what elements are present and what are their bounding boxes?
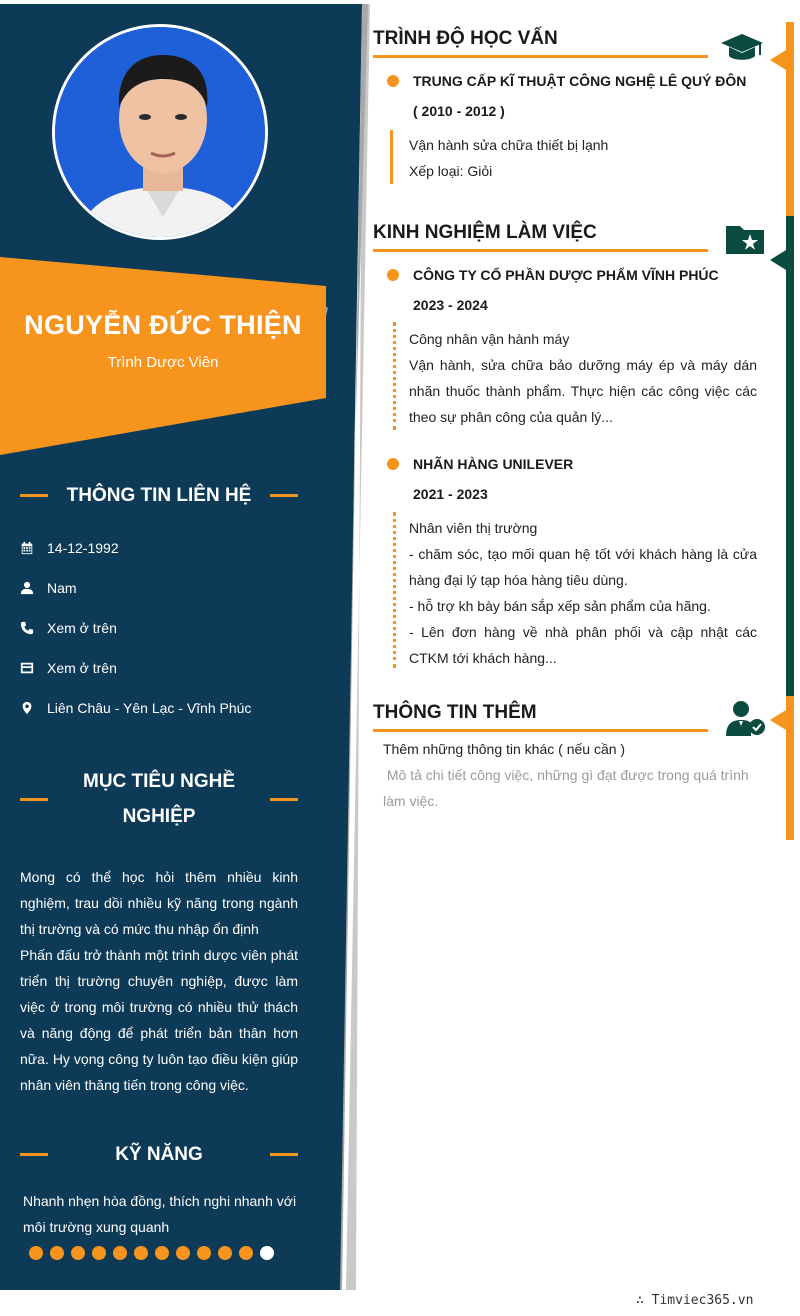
contact-email: Xem ở trên [20,648,320,688]
avatar [52,24,268,240]
skills-heading: KỸ NĂNG [20,1137,298,1172]
contact-heading: THÔNG TIN LIÊN HỆ [20,478,298,513]
contact-birthday: 14-12-1992 [20,528,320,568]
job-description: Nhân viên thị trường - chăm sóc, tạo mối quan hệ tốt với khách hàng là cửa hàng đại lý tạp hóa hàng tiêu dùng. - hỗ trợ kh bày bán sắp xếp sản phẩm của hãng. - Lên đơn hàng về nhà phân phối và cập nhật các CTKM tới khách hàng... [409,520,757,666]
heading-dash [270,798,298,801]
job-company: CÔNG TY CỔ PHẦN DƯỢC PHẨM VĨNH PHÚC [413,267,719,283]
job-description: Công nhân vận hành máy Vận hành, sửa chữa bảo dưỡng máy ép và máy dán nhãn thuốc thành phẩm. Thực hiện các công việc các theo sự phân công của quản lý... [409,331,757,425]
heading-dash [270,494,298,497]
phone-icon [20,621,47,635]
candidate-name: NGUYỄN ĐỨC THIỆN [24,310,302,340]
job-bullet [387,269,399,281]
contact-gender: Nam [20,568,320,608]
rating-dot [92,1246,106,1260]
rating-dot [155,1246,169,1260]
extra-heading: THÔNG TIN THÊM [373,702,708,732]
rating-dot [71,1246,85,1260]
job-period: 2023 - 2024 [413,297,488,313]
email-icon [20,661,47,675]
folder-star-icon [724,222,766,256]
contact-address: Liên Châu - Yên Lạc - Vĩnh Phúc [20,688,320,728]
experience-heading: KINH NGHIỆM LÀM VIỆC [373,222,708,252]
person-icon [20,581,47,595]
heading-dash [20,1153,48,1156]
skills-text: Nhanh nhẹn hòa đồng, thích nghi nhanh với môi trường xung quanh [23,1193,297,1235]
location-icon [20,701,47,715]
objective-heading: MỤC TIÊU NGHỀ NGHIỆP [20,764,298,834]
rating-dot [50,1246,64,1260]
extra-subtitle: Thêm những thông tin khác ( nếu cần ) [383,741,626,757]
job-timeline [393,512,396,668]
job-period: 2021 - 2023 [413,486,488,502]
candidate-title: Trình Dược Viên [107,354,219,371]
rating-dot [29,1246,43,1260]
rating-dot [176,1246,190,1260]
user-check-icon [724,700,766,738]
rating-dot [197,1246,211,1260]
rating-dot [134,1246,148,1260]
heading-dash [20,798,48,801]
heading-dash [270,1153,298,1156]
job-timeline [393,322,396,430]
contact-phone: Xem ở trên [20,608,320,648]
job-company: NHÃN HÀNG UNILEVER [413,456,574,472]
rating-dot [218,1246,232,1260]
job-bullet [387,458,399,470]
rating-dot [113,1246,127,1260]
education-school: TRUNG CẤP KĨ THUẬT CÔNG NGHỆ LÊ QUÝ ĐÔN [413,73,747,89]
education-period: ( 2010 - 2012 ) [413,103,505,119]
footer-brand: ∴ Timviec365.vn [636,1293,754,1308]
rating-dot [239,1246,253,1260]
rating-dot [260,1246,274,1260]
contact-list [20,528,320,728]
education-timeline [390,130,393,184]
objective-text: Mong có thể học hỏi thêm nhiều kinh nghiệm, trau dồi nhiều kỹ năng trong ngành thị trường và có mức thu nhập ổn định Phấn đấu trở thành một trình dược viên phát triển thị trường chuyên nghiệp, được làm việc ở trong môi trường có nhiều thử thách và năng động để phát triển bản thân hơn nữa. Hy vọng công ty luôn tạo điều kiện giúp nhân viên thăng tiến trong công việc. [20,869,298,1093]
education-details: Vận hành sửa chữa thiết bị lạnh Xếp loại: Giỏi [409,137,609,179]
graduation-cap-icon [720,32,764,64]
extra-description: Mô tả chi tiết công việc, những gì đạt được trong quá trình làm việc. [383,767,749,809]
heading-dash [20,494,48,497]
education-heading: TRÌNH ĐỘ HỌC VẤN [373,28,708,58]
education-bullet [387,75,399,87]
skill-rating [29,1246,274,1260]
calendar-icon [20,541,47,555]
